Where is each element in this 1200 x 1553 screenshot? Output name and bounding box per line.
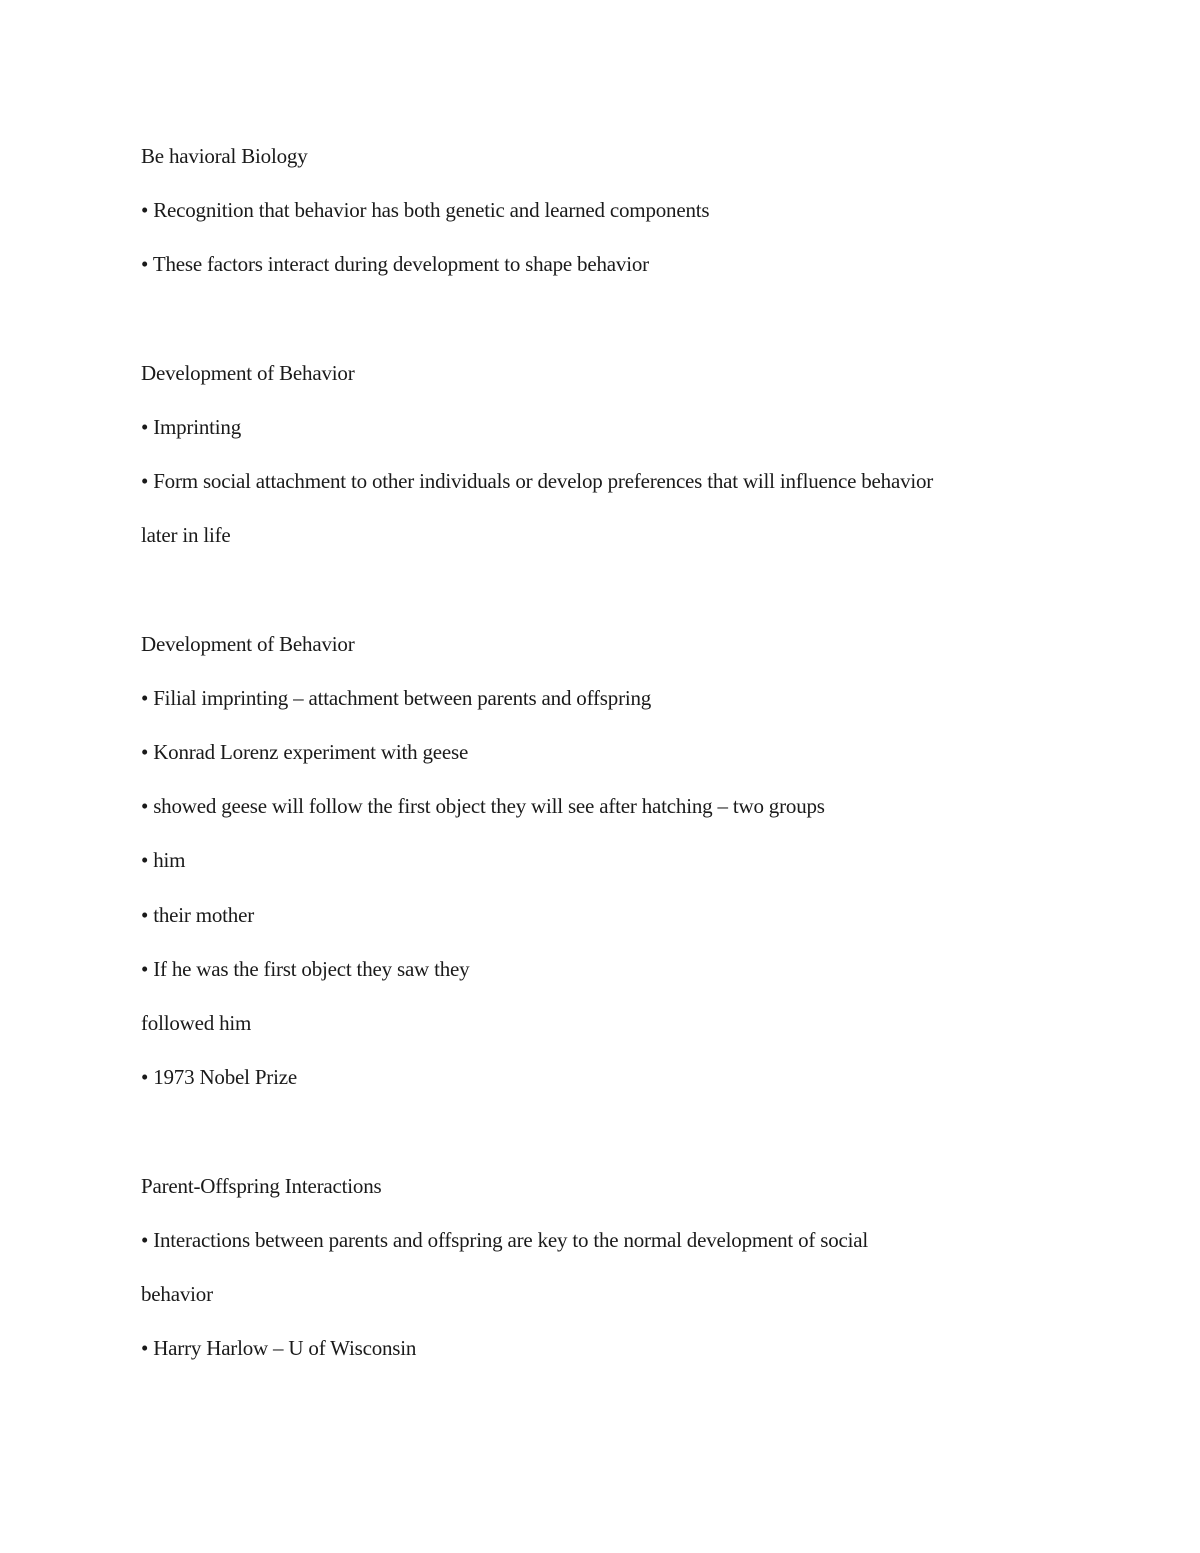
bullet-line: • their mother (141, 902, 255, 927)
blank-line (141, 301, 1061, 355)
bullet-line: • Recognition that behavior has both genetic and learned components (141, 198, 710, 223)
continuation-line: followed him (141, 1011, 252, 1035)
section-heading: Development of Behavior (141, 631, 355, 656)
bullet-line: • Interactions between parents and offspring are key to the normal development of social (141, 1227, 869, 1252)
section-heading: Be havioral Biology (141, 144, 308, 168)
bullet-line: • Konrad Lorenz experiment with geese (141, 740, 469, 765)
section-heading: Parent-Offspring Interactions (141, 1173, 382, 1198)
bullet-line: • Harry Harlow – U of Wisconsin (141, 1336, 417, 1361)
bullet-line: • These factors interact during development to shape behavior (141, 252, 649, 277)
section-heading: Development of Behavior (141, 360, 355, 385)
document-body (141, 138, 1061, 1384)
bullet-line: • Form social attachment to other individuals or develop preferences that will influence behavior (141, 469, 934, 494)
continuation-line: later in life (141, 523, 231, 548)
bullet-line: • 1973 Nobel Prize (141, 1065, 297, 1090)
blank-line (141, 572, 1061, 626)
blank-line (141, 1113, 1061, 1167)
bullet-line: • Imprinting (141, 414, 242, 439)
continuation-line: behavior (141, 1281, 213, 1306)
bullet-line: • showed geese will follow the first object they will see after hatching – two groups (141, 794, 825, 819)
bullet-line: • If he was the first object they saw they (141, 956, 470, 981)
bullet-line: • him (141, 848, 186, 873)
bullet-line: • Filial imprinting – attachment between parents and offspring (141, 685, 652, 710)
